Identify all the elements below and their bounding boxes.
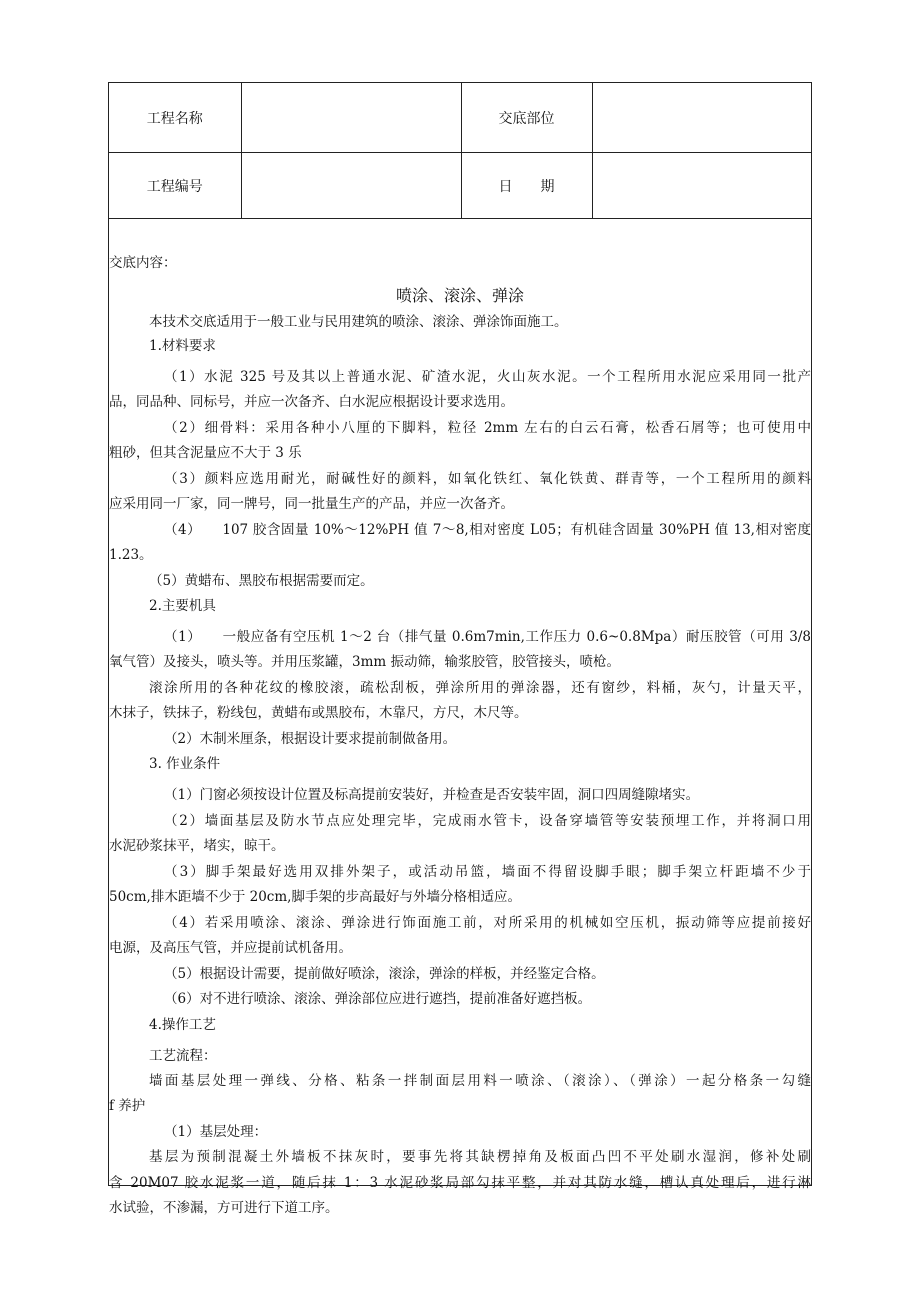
content-line: 应采用同一厂家，同一牌号，同一批量生产的产品，并应一次备齐。 (109, 496, 514, 512)
content-line: （1）水泥 325 号及其以上普通水泥、矿渣水泥，火山灰水泥。一个工程所用水泥应采用同一批产 (164, 369, 811, 385)
content-line: f 养护 (109, 1098, 146, 1114)
content-line: 2.主要机具 (149, 598, 216, 614)
handover-content (109, 219, 811, 1216)
content-line: （1） 一般应备有空压机 1～2 台（排气量 0.6m7min,工作压力 0.6~0.8Mpa）耐压胶管（可用 3/8 (164, 629, 811, 645)
content-line: （1）门窗必须按设计位置及标高提前安装好，并检查是否安装牢固，洞口四周缝隙堵实。 (164, 787, 700, 803)
project-name-label: 工程名称 (109, 83, 241, 153)
content-line: （3）颜料应选用耐光，耐碱性好的颜料，如氧化铁红、氧化铁黄、群青等，一个工程所用的颜料 (164, 471, 811, 487)
content-line: 本技术交底适用于一般工业与民用建筑的喷涂、滚涂、弹涂饰面施工。 (149, 314, 568, 330)
content-line: （6）对不进行喷涂、滚涂、弹涂部位应进行遮挡，提前准备好遮挡板。 (164, 991, 592, 1007)
handover-part-value[interactable] (592, 83, 811, 153)
document-title: 喷涂、滚涂、弹涂 (395, 286, 524, 305)
header-table (109, 83, 811, 219)
content-line: 1.23。 (109, 547, 153, 563)
content-line: 粗砂，但其含泥量应不大于 3 乐 (109, 445, 302, 461)
content-line: 含 20M07 胶水泥浆一道，随后抹 1：3 水泥砂浆局部勾抹平整，并对其防水缝，槽认真处理后，进行淋 (109, 1175, 811, 1191)
header-row-2 (109, 153, 811, 219)
content-line: 水试验，不渗漏，方可进行下道工序。 (109, 1200, 339, 1216)
handover-part-label: 交底部位 (461, 83, 592, 153)
content-line: （2）墙面基层及防水节点应处理完毕，完成雨水管卡，设备穿墙管等安装预埋工作，并将洞口用 (164, 813, 811, 829)
content-line: 氧气管）及接头，喷头等。并用压浆罐，3mm 振动筛，输浆胶管，胶管接头，喷枪。 (109, 654, 620, 670)
content-line: （1）基层处理： (164, 1124, 268, 1140)
content-line: 电源，及高压气管，并应提前试机备用。 (109, 940, 352, 956)
content-line: （5）根据设计需要，提前做好喷涂，滚涂，弹涂的样板，并经鉴定合格。 (164, 966, 605, 982)
project-name-value[interactable] (241, 83, 461, 153)
content-line: 墙面基层处理一弹线、分格、粘条一拌制面层用料一喷涂、（滚涂）、（弹涂）一起分格条一勾缝 (149, 1073, 811, 1089)
date-label: 日 期 (461, 153, 592, 219)
header-row-1 (109, 83, 811, 153)
project-no-label: 工程编号 (109, 153, 241, 219)
content-line: （5）黄蜡布、黑胶布根据需要而定。 (149, 573, 374, 589)
handover-form (108, 82, 812, 1216)
content-line: （3）脚手架最好选用双排外架子，或活动吊篮，墙面不得留设脚手眼；脚手架立杆距墙不少于 (164, 864, 811, 880)
content-line: （2）细骨料：采用各种小八厘的下脚料，粒径 2mm 左右的白云石膏，松香石屑等；也可使用中 (164, 420, 811, 436)
content-line: （2）木制米厘条，根据设计要求提前制做备用。 (164, 731, 457, 747)
content-heading: 交底内容： (109, 255, 177, 271)
project-no-value[interactable] (241, 153, 461, 219)
content-line: 品，同品种、同标号，并应一次备齐、白水泥应根据设计要求选用。 (109, 394, 514, 410)
content-line: 50cm,排木距墙不少于 20cm,脚手架的步高最好与外墙分格相适应。 (109, 889, 521, 905)
content-line: 滚涂所用的各种花纹的橡胶滚，疏松刮板，弹涂所用的弹涂器，还有窗纱，料桶，灰勺，计量天平， (149, 680, 811, 696)
content-line: （4） 107 胶含固量 10%～12%PH 值 7～8,相对密度 L05；有机硅含固量 30%PH 值 13,相对密度 (164, 522, 811, 538)
content-line: 4.操作工艺 (149, 1017, 216, 1033)
content-line: 1.材料要求 (149, 338, 216, 354)
content-line: 3. 作业条件 (149, 756, 221, 772)
content-line: 水泥砂浆抹平，堵实，晾干。 (109, 838, 285, 854)
content-line: 基层为预制混凝土外墙板不抹灰时，要事先将其缺楞掉角及板面凸凹不平处刷水湿润，修补处刷 (149, 1149, 811, 1165)
content-line: 木抹子，铁抹子，粉线包，黄蜡布或黑胶布，木靠尺，方尺，木尺等。 (109, 705, 528, 721)
content-line: 工艺流程： (149, 1048, 217, 1064)
content-line: （4）若采用喷涂、滚涂、弹涂进行饰面施工前，对所采用的机械如空压机，振动筛等应提前接好 (164, 915, 811, 931)
date-value[interactable] (592, 153, 811, 219)
